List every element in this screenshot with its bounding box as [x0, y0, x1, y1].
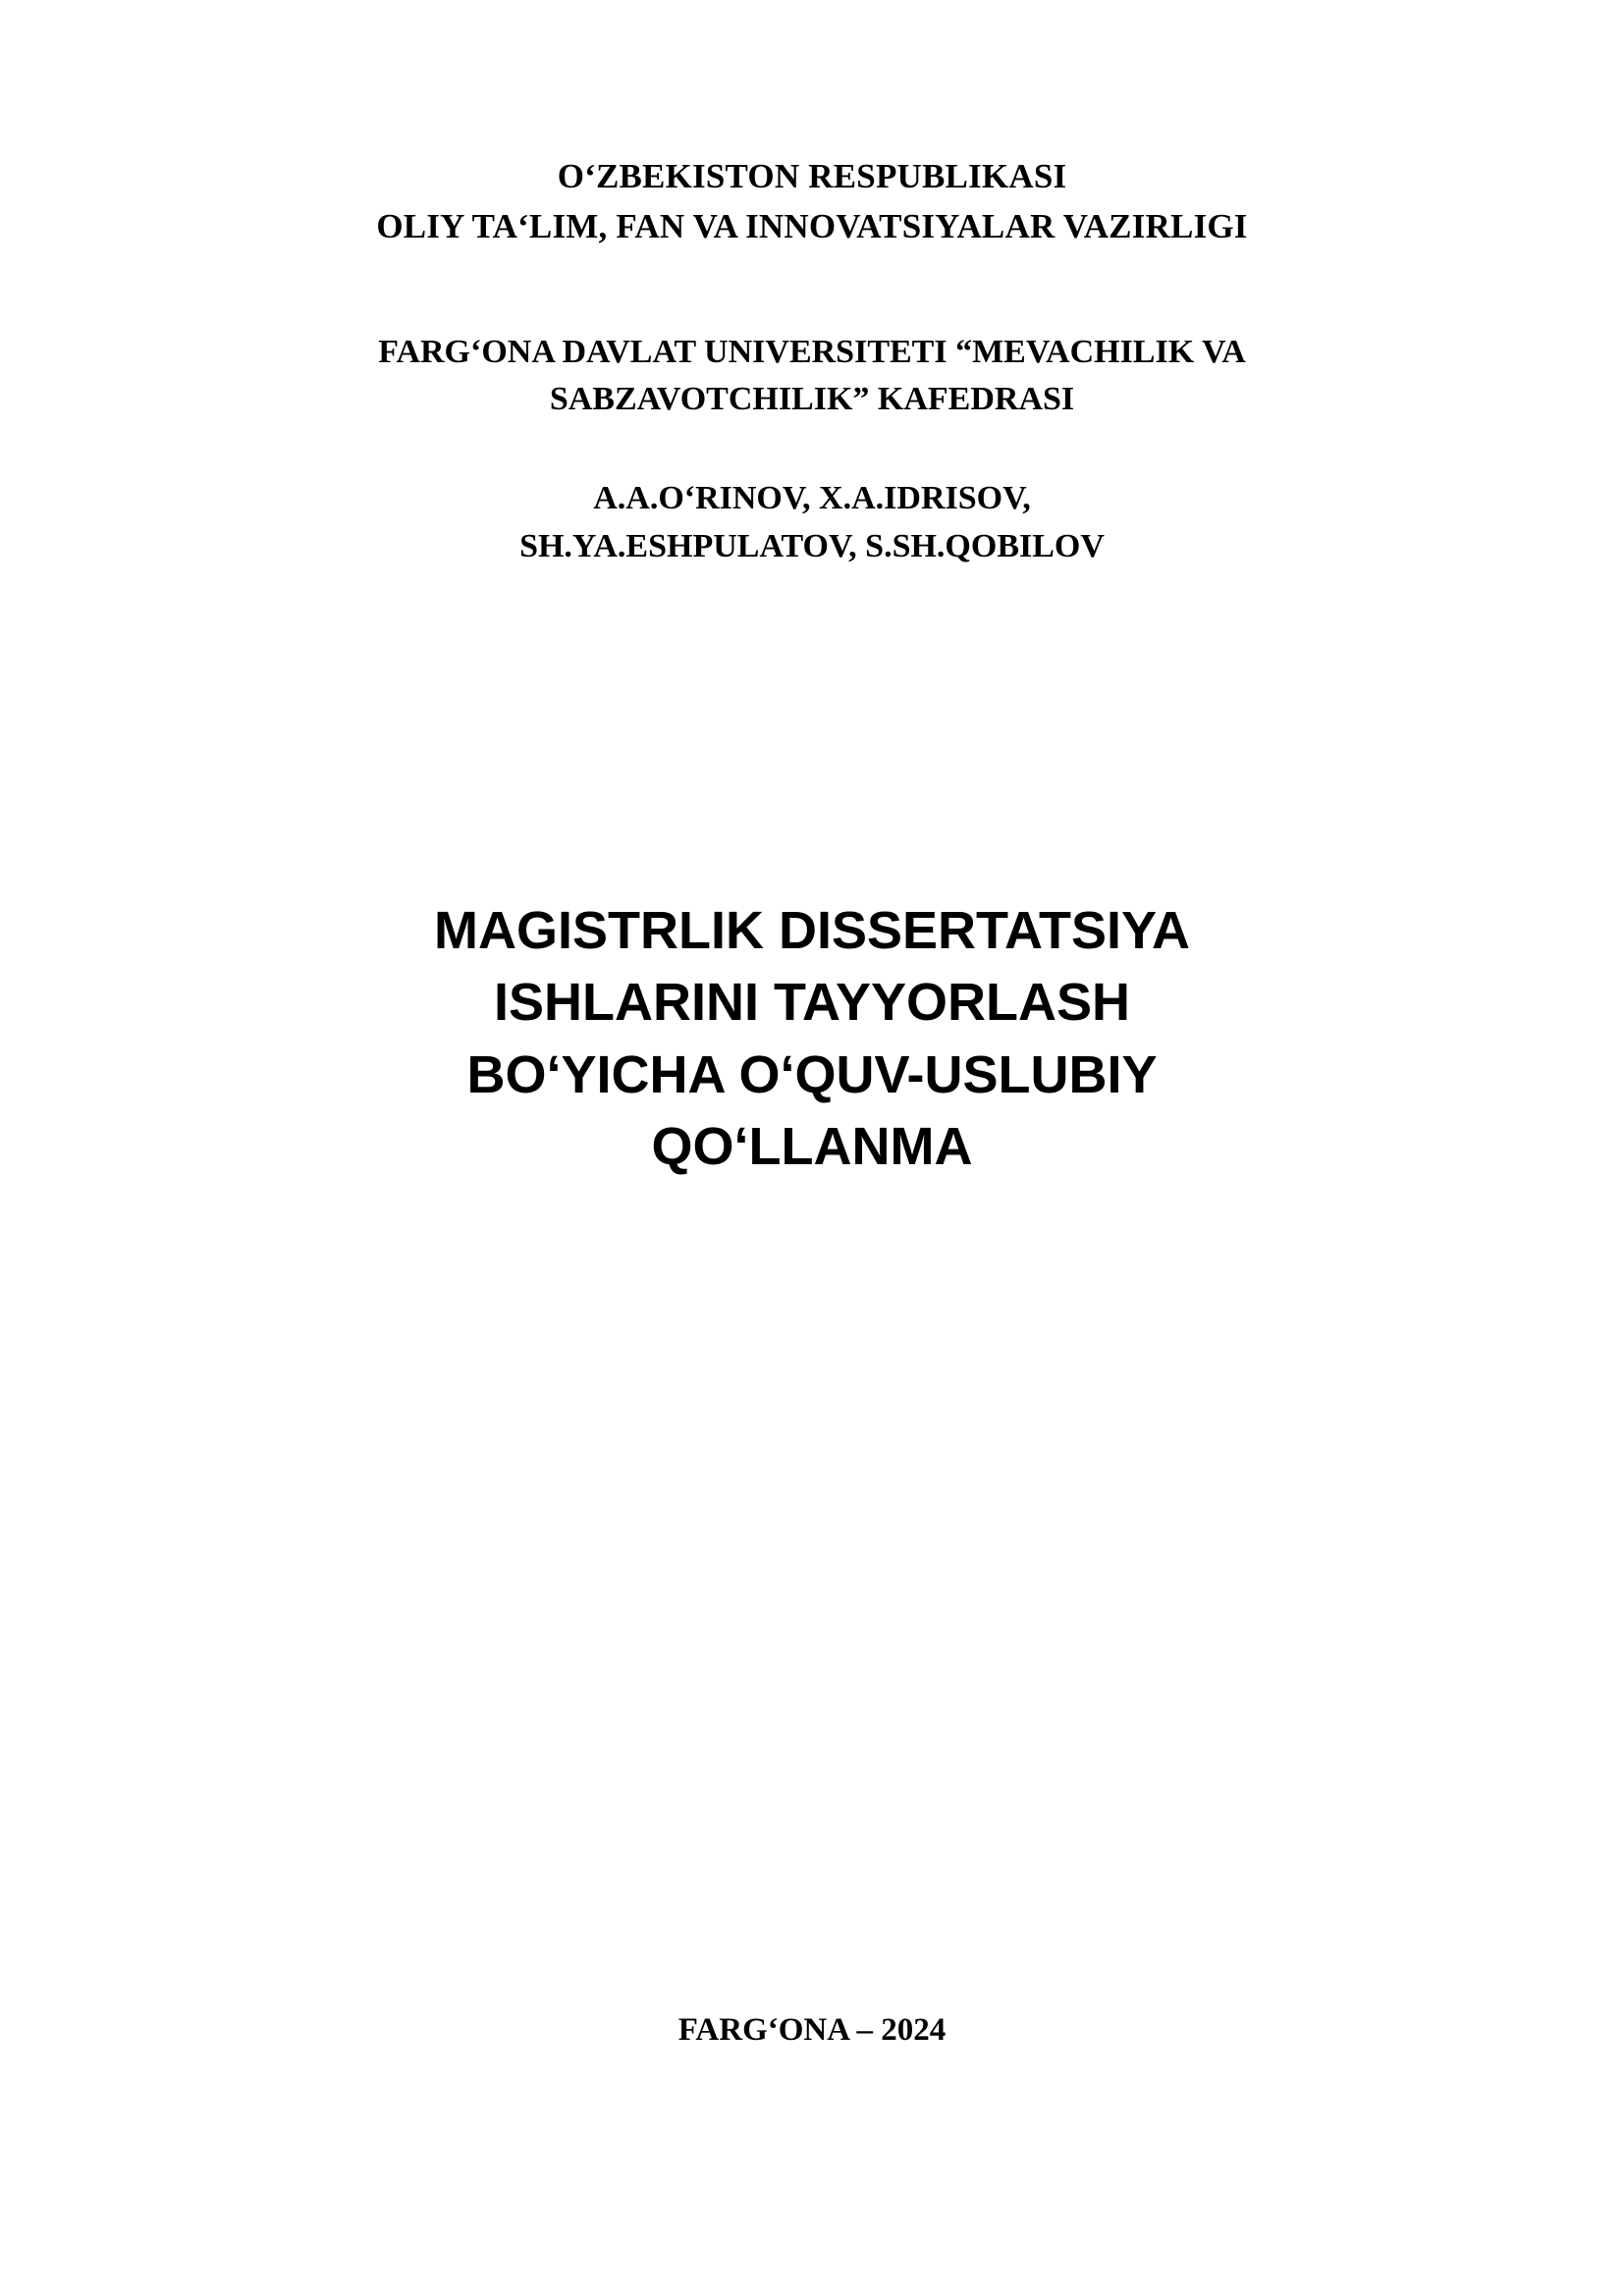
department-line-2: SABZAVOTCHILIK” KAFEDRASI [549, 380, 1075, 417]
ministry-heading [206, 152, 1418, 252]
title-line-3: BO‘YICHA O‘QUV-USLUBIY [466, 1044, 1158, 1104]
title-line-2: ISHLARINI TAYYORLASH [493, 973, 1131, 1033]
authors-line-1: A.A.O‘RINOV, X.A.IDRISOV, [593, 480, 1031, 517]
department-line-1: FARG‘ONA DAVLAT UNIVERSITETI “MEVACHILIK VA [378, 333, 1246, 370]
title-line-4: QO‘LLANMA [651, 1116, 973, 1176]
ministry-line-1: O‘ZBEKISTON RESPUBLIKASI [557, 157, 1067, 195]
publication-place-year [0, 2012, 1624, 2049]
ministry-line-2: OLIY TA‘LIM, FAN VA INNOVATSIYALAR VAZIRLIGI [376, 206, 1248, 245]
authors-list [206, 474, 1418, 571]
footer-place-year-text: FARG‘ONA – 2024 [677, 2012, 947, 2048]
department-heading [206, 329, 1418, 424]
document-title [206, 895, 1418, 1184]
authors-line-2: SH.YA.ESHPULATOV, S.SH.QOBILOV [519, 528, 1105, 565]
title-line-1: MAGISTRLIK DISSERTATSIYA [433, 900, 1191, 960]
